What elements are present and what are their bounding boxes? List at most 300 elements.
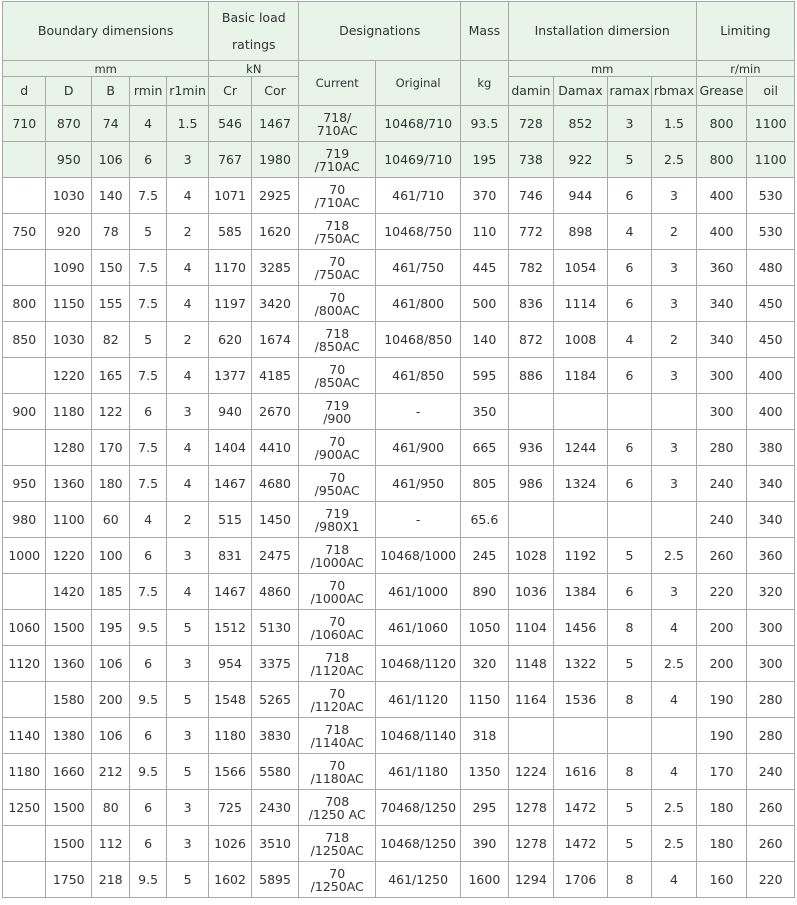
cell-current-line1: 718: [325, 649, 350, 665]
cell-Cor: 2475: [251, 538, 299, 574]
cell-Cor: 1674: [251, 322, 299, 358]
cell-rbmax: 3: [652, 358, 697, 394]
cell-rmin: 7.5: [130, 178, 166, 214]
cell-rmin: 6: [130, 646, 166, 682]
cell-orig: 10469/710: [376, 142, 461, 178]
cell-d: 1140: [3, 718, 46, 754]
cell-damin: 836: [508, 286, 554, 322]
cell-oil: 220: [747, 862, 795, 898]
cell-rbmax: 3: [652, 286, 697, 322]
cell-mass: 370: [461, 178, 509, 214]
cell-grease: 360: [696, 250, 747, 286]
cell-Cor: 4410: [251, 430, 299, 466]
cell-Cr: 620: [209, 322, 251, 358]
cell-D: 1380: [46, 718, 92, 754]
cell-current-line2: /1250 AC: [308, 806, 366, 822]
cell-damin: 738: [508, 142, 554, 178]
cell-current-line1: 718: [325, 325, 350, 341]
boundary-dimensions-header: Boundary dimensions: [3, 2, 209, 61]
cell-ramax: 8: [607, 862, 652, 898]
cell-grease: 800: [696, 142, 747, 178]
cell-Damax: 1536: [554, 682, 608, 718]
cell-ramax: 4: [607, 322, 652, 358]
cell-d: 1120: [3, 646, 46, 682]
cell-Damax: 1324: [554, 466, 608, 502]
cell-orig: 461/1060: [376, 610, 461, 646]
cell-rmin: 5: [130, 322, 166, 358]
cell-current: [299, 826, 376, 862]
cell-oil: 360: [747, 538, 795, 574]
cell-grease: 240: [696, 466, 747, 502]
cell-current: [299, 394, 376, 430]
cell-oil: 450: [747, 322, 795, 358]
cell-rmin: 5: [130, 214, 166, 250]
cell-d: 1250: [3, 790, 46, 826]
cell-rbmax: 4: [652, 862, 697, 898]
cell-current-line2: /1140AC: [310, 734, 364, 750]
cell-B: 80: [92, 790, 130, 826]
cell-grease: 280: [696, 430, 747, 466]
cell-B: 212: [92, 754, 130, 790]
cell-current-line1: 70: [329, 433, 346, 449]
cell-oil: 300: [747, 646, 795, 682]
cell-damin: 936: [508, 430, 554, 466]
cell-rbmax: 2.5: [652, 646, 697, 682]
cell-current-line1: 70: [329, 469, 346, 485]
cell-Damax: 1472: [554, 826, 608, 862]
cell-ramax: 8: [607, 682, 652, 718]
cell-current: [299, 142, 376, 178]
cell-Cr: 1026: [209, 826, 251, 862]
cell-orig: 461/1000: [376, 574, 461, 610]
cell-ramax: 8: [607, 754, 652, 790]
cell-current-line2: /1060AC: [310, 626, 364, 642]
cell-Cr: 831: [209, 538, 251, 574]
cell-rbmax: 2.5: [652, 142, 697, 178]
cell-rbmax: 1.5: [652, 106, 697, 142]
cell-D: 920: [46, 214, 92, 250]
cell-grease: 190: [696, 718, 747, 754]
cell-r1min: 5: [166, 610, 208, 646]
table-row: [3, 610, 795, 646]
cell-r1min: 3: [166, 790, 208, 826]
cell-d: [3, 574, 46, 610]
cell-oil: 340: [747, 466, 795, 502]
cell-Damax: 1192: [554, 538, 608, 574]
col-oil: oil: [747, 77, 795, 106]
cell-current: [299, 682, 376, 718]
cell-oil: 320: [747, 574, 795, 610]
cell-oil: 530: [747, 178, 795, 214]
col-Damax: Damax: [554, 77, 608, 106]
table-row: [3, 790, 795, 826]
cell-d: [3, 826, 46, 862]
cell-rmin: 6: [130, 538, 166, 574]
cell-Damax: 1322: [554, 646, 608, 682]
table-row: [3, 394, 795, 430]
cell-r1min: 2: [166, 322, 208, 358]
cell-grease: 190: [696, 682, 747, 718]
cell-r1min: 5: [166, 862, 208, 898]
cell-B: 122: [92, 394, 130, 430]
cell-r1min: 4: [166, 250, 208, 286]
cell-ramax: 8: [607, 610, 652, 646]
cell-r1min: 4: [166, 430, 208, 466]
cell-rbmax: 2.5: [652, 790, 697, 826]
cell-rmin: 6: [130, 142, 166, 178]
cell-Cr: 954: [209, 646, 251, 682]
cell-Damax: 1456: [554, 610, 608, 646]
table-row: [3, 502, 795, 538]
cell-Cor: 3375: [251, 646, 299, 682]
cell-B: 78: [92, 214, 130, 250]
unit-kg: kg: [461, 61, 509, 106]
cell-D: 1750: [46, 862, 92, 898]
table-row: [3, 754, 795, 790]
cell-oil: 380: [747, 430, 795, 466]
cell-current: [299, 106, 376, 142]
cell-grease: 800: [696, 106, 747, 142]
cell-damin: 1278: [508, 790, 554, 826]
cell-mass: 295: [461, 790, 509, 826]
cell-rmin: 7.5: [130, 250, 166, 286]
cell-Cor: 4860: [251, 574, 299, 610]
cell-ramax: 5: [607, 790, 652, 826]
cell-mass: 500: [461, 286, 509, 322]
cell-rbmax: 3: [652, 466, 697, 502]
cell-current: [299, 358, 376, 394]
cell-Damax: 1008: [554, 322, 608, 358]
cell-ramax: 6: [607, 178, 652, 214]
current-header: Current: [299, 61, 376, 106]
table-row: [3, 538, 795, 574]
cell-rmin: 7.5: [130, 466, 166, 502]
cell-ramax: [607, 502, 652, 538]
cell-oil: 260: [747, 790, 795, 826]
cell-damin: [508, 718, 554, 754]
cell-current: [299, 214, 376, 250]
cell-grease: 160: [696, 862, 747, 898]
cell-Cor: 4185: [251, 358, 299, 394]
cell-orig: 461/1180: [376, 754, 461, 790]
cell-d: [3, 178, 46, 214]
cell-Cr: 725: [209, 790, 251, 826]
cell-Damax: 1244: [554, 430, 608, 466]
cell-Cr: 1548: [209, 682, 251, 718]
cell-oil: 1100: [747, 142, 795, 178]
cell-mass: 595: [461, 358, 509, 394]
cell-d: 1060: [3, 610, 46, 646]
cell-Cor: 1980: [251, 142, 299, 178]
cell-orig: 461/900: [376, 430, 461, 466]
cell-current-line2: /750AC: [314, 230, 360, 246]
cell-damin: 1036: [508, 574, 554, 610]
cell-mass: 140: [461, 322, 509, 358]
cell-ramax: 6: [607, 430, 652, 466]
cell-D: 950: [46, 142, 92, 178]
cell-mass: 318: [461, 718, 509, 754]
cell-r1min: 4: [166, 574, 208, 610]
table-row: [3, 286, 795, 322]
cell-r1min: 3: [166, 826, 208, 862]
cell-Cor: 5895: [251, 862, 299, 898]
cell-orig: -: [376, 394, 461, 430]
cell-current-line1: 70: [329, 253, 346, 269]
cell-d: 800: [3, 286, 46, 322]
cell-current-line1: 70: [329, 289, 346, 305]
cell-Cr: 1512: [209, 610, 251, 646]
cell-rbmax: [652, 502, 697, 538]
cell-B: 100: [92, 538, 130, 574]
cell-orig: 10468/1120: [376, 646, 461, 682]
cell-Cr: 940: [209, 394, 251, 430]
cell-r1min: 2: [166, 214, 208, 250]
cell-d: 980: [3, 502, 46, 538]
cell-current: [299, 430, 376, 466]
cell-damin: 1164: [508, 682, 554, 718]
cell-rmin: 9.5: [130, 862, 166, 898]
cell-B: 106: [92, 646, 130, 682]
cell-damin: 1294: [508, 862, 554, 898]
cell-grease: 300: [696, 394, 747, 430]
cell-mass: 1150: [461, 682, 509, 718]
col-ramax: ramax: [607, 77, 652, 106]
cell-current-line1: 718: [325, 829, 350, 845]
cell-ramax: 6: [607, 286, 652, 322]
cell-current-line2: /800AC: [314, 302, 360, 318]
cell-mass: 1050: [461, 610, 509, 646]
cell-Cor: 4680: [251, 466, 299, 502]
col-rmin: rmin: [130, 77, 166, 106]
col-D: D: [46, 77, 92, 106]
cell-current-line2: /710AC: [314, 158, 360, 174]
cell-rmin: 9.5: [130, 610, 166, 646]
cell-current-line1: 70: [329, 757, 346, 773]
limiting-header: Limiting: [696, 2, 794, 61]
cell-rmin: 6: [130, 718, 166, 754]
cell-mass: 665: [461, 430, 509, 466]
cell-rbmax: 4: [652, 682, 697, 718]
cell-Cor: 5265: [251, 682, 299, 718]
cell-B: 195: [92, 610, 130, 646]
cell-B: 180: [92, 466, 130, 502]
cell-Cr: 515: [209, 502, 251, 538]
cell-rbmax: 2.5: [652, 538, 697, 574]
cell-Damax: [554, 394, 608, 430]
basic-load-ratings-header: Basic load ratings: [209, 2, 299, 61]
cell-current-line1: 708: [325, 793, 350, 809]
table-row: [3, 466, 795, 502]
cell-B: 165: [92, 358, 130, 394]
table-row: [3, 574, 795, 610]
cell-ramax: 6: [607, 466, 652, 502]
cell-current: [299, 574, 376, 610]
cell-current-line2: /1180AC: [310, 770, 364, 786]
cell-rmin: 7.5: [130, 430, 166, 466]
cell-orig: 461/1250: [376, 862, 461, 898]
cell-rbmax: 4: [652, 754, 697, 790]
cell-mass: 890: [461, 574, 509, 610]
cell-rmin: 9.5: [130, 754, 166, 790]
cell-Damax: 1472: [554, 790, 608, 826]
cell-grease: 240: [696, 502, 747, 538]
cell-current: [299, 646, 376, 682]
cell-r1min: 3: [166, 394, 208, 430]
cell-grease: 340: [696, 286, 747, 322]
col-r1min: r1min: [166, 77, 208, 106]
table-row: [3, 358, 795, 394]
cell-orig: 10468/750: [376, 214, 461, 250]
unit-mm: mm: [3, 61, 209, 77]
cell-ramax: [607, 394, 652, 430]
cell-current-line2: /980X1: [314, 518, 360, 534]
cell-Damax: 922: [554, 142, 608, 178]
cell-mass: 195: [461, 142, 509, 178]
cell-D: 1360: [46, 646, 92, 682]
col-damin: damin: [508, 77, 554, 106]
cell-damin: 1278: [508, 826, 554, 862]
cell-rbmax: [652, 394, 697, 430]
cell-damin: [508, 394, 554, 430]
cell-current-line1: 718: [325, 541, 350, 557]
cell-current: [299, 610, 376, 646]
cell-Cor: 2430: [251, 790, 299, 826]
cell-r1min: 4: [166, 466, 208, 502]
mass-header: Mass: [461, 2, 509, 61]
cell-current-line2: /900AC: [314, 446, 360, 462]
installation-header: Installation dimersion: [508, 2, 696, 61]
cell-grease: 260: [696, 538, 747, 574]
cell-rmin: 6: [130, 790, 166, 826]
cell-r1min: 3: [166, 646, 208, 682]
cell-current-line2: 710AC: [316, 122, 358, 138]
cell-Cor: 3285: [251, 250, 299, 286]
cell-oil: 240: [747, 754, 795, 790]
cell-mass: 110: [461, 214, 509, 250]
cell-Damax: [554, 502, 608, 538]
cell-current: [299, 862, 376, 898]
cell-damin: 986: [508, 466, 554, 502]
cell-d: [3, 862, 46, 898]
cell-Damax: 1616: [554, 754, 608, 790]
cell-B: 60: [92, 502, 130, 538]
cell-Cor: 3420: [251, 286, 299, 322]
table-row: [3, 142, 795, 178]
cell-damin: 772: [508, 214, 554, 250]
cell-oil: 300: [747, 610, 795, 646]
cell-damin: 1104: [508, 610, 554, 646]
cell-current-line1: 70: [329, 613, 346, 629]
cell-d: 900: [3, 394, 46, 430]
cell-mass: 350: [461, 394, 509, 430]
cell-mass: 390: [461, 826, 509, 862]
cell-r1min: 3: [166, 718, 208, 754]
cell-rbmax: 2.5: [652, 826, 697, 862]
cell-D: 1150: [46, 286, 92, 322]
cell-Cor: 3830: [251, 718, 299, 754]
cell-damin: 872: [508, 322, 554, 358]
cell-Cr: 1467: [209, 466, 251, 502]
cell-r1min: 3: [166, 538, 208, 574]
cell-B: 155: [92, 286, 130, 322]
cell-damin: 728: [508, 106, 554, 142]
cell-current-line2: /1120AC: [310, 662, 364, 678]
cell-Damax: [554, 718, 608, 754]
cell-ramax: 5: [607, 142, 652, 178]
cell-oil: 450: [747, 286, 795, 322]
cell-d: [3, 142, 46, 178]
cell-current-line2: /1250AC: [310, 842, 364, 858]
cell-d: [3, 682, 46, 718]
col-grease: Grease: [696, 77, 747, 106]
cell-d: [3, 358, 46, 394]
cell-rmin: 7.5: [130, 286, 166, 322]
cell-current-line1: 70: [329, 685, 346, 701]
cell-D: 1220: [46, 538, 92, 574]
table-row: [3, 214, 795, 250]
cell-current-line1: 70: [329, 181, 346, 197]
cell-D: 1500: [46, 826, 92, 862]
cell-D: 1090: [46, 250, 92, 286]
cell-B: 150: [92, 250, 130, 286]
cell-current-line1: 719: [325, 397, 350, 413]
cell-d: 850: [3, 322, 46, 358]
cell-rbmax: [652, 718, 697, 754]
cell-ramax: 5: [607, 538, 652, 574]
cell-grease: 170: [696, 754, 747, 790]
cell-r1min: 4: [166, 286, 208, 322]
cell-Damax: 898: [554, 214, 608, 250]
cell-rbmax: 3: [652, 250, 697, 286]
cell-rbmax: 2: [652, 214, 697, 250]
cell-ramax: 3: [607, 106, 652, 142]
cell-Damax: 1054: [554, 250, 608, 286]
cell-Cr: 1197: [209, 286, 251, 322]
cell-damin: 1148: [508, 646, 554, 682]
col-Cor: Cor: [251, 77, 299, 106]
cell-current-line1: 719: [325, 505, 350, 521]
cell-rbmax: 2: [652, 322, 697, 358]
cell-current-line2: /950AC: [314, 482, 360, 498]
cell-r1min: 5: [166, 682, 208, 718]
cell-Cr: 546: [209, 106, 251, 142]
cell-d: 1000: [3, 538, 46, 574]
cell-orig: 10468/1250: [376, 826, 461, 862]
cell-current: [299, 322, 376, 358]
cell-Cr: 1180: [209, 718, 251, 754]
cell-B: 140: [92, 178, 130, 214]
cell-mass: 1600: [461, 862, 509, 898]
cell-oil: 280: [747, 682, 795, 718]
cell-rmin: 7.5: [130, 574, 166, 610]
cell-Cr: 1602: [209, 862, 251, 898]
cell-Cor: 1467: [251, 106, 299, 142]
cell-current: [299, 466, 376, 502]
cell-current-line2: /1000AC: [310, 554, 364, 570]
cell-r1min: 3: [166, 142, 208, 178]
cell-orig: 10468/1140: [376, 718, 461, 754]
cell-current-line1: 70: [329, 361, 346, 377]
cell-mass: 320: [461, 646, 509, 682]
cell-ramax: 5: [607, 826, 652, 862]
cell-orig: 461/800: [376, 286, 461, 322]
cell-rbmax: 4: [652, 610, 697, 646]
cell-current-line2: /1250AC: [310, 878, 364, 894]
cell-current-line2: /1120AC: [310, 698, 364, 714]
cell-current: [299, 502, 376, 538]
cell-current-line1: 718: [325, 217, 350, 233]
cell-oil: 260: [747, 826, 795, 862]
